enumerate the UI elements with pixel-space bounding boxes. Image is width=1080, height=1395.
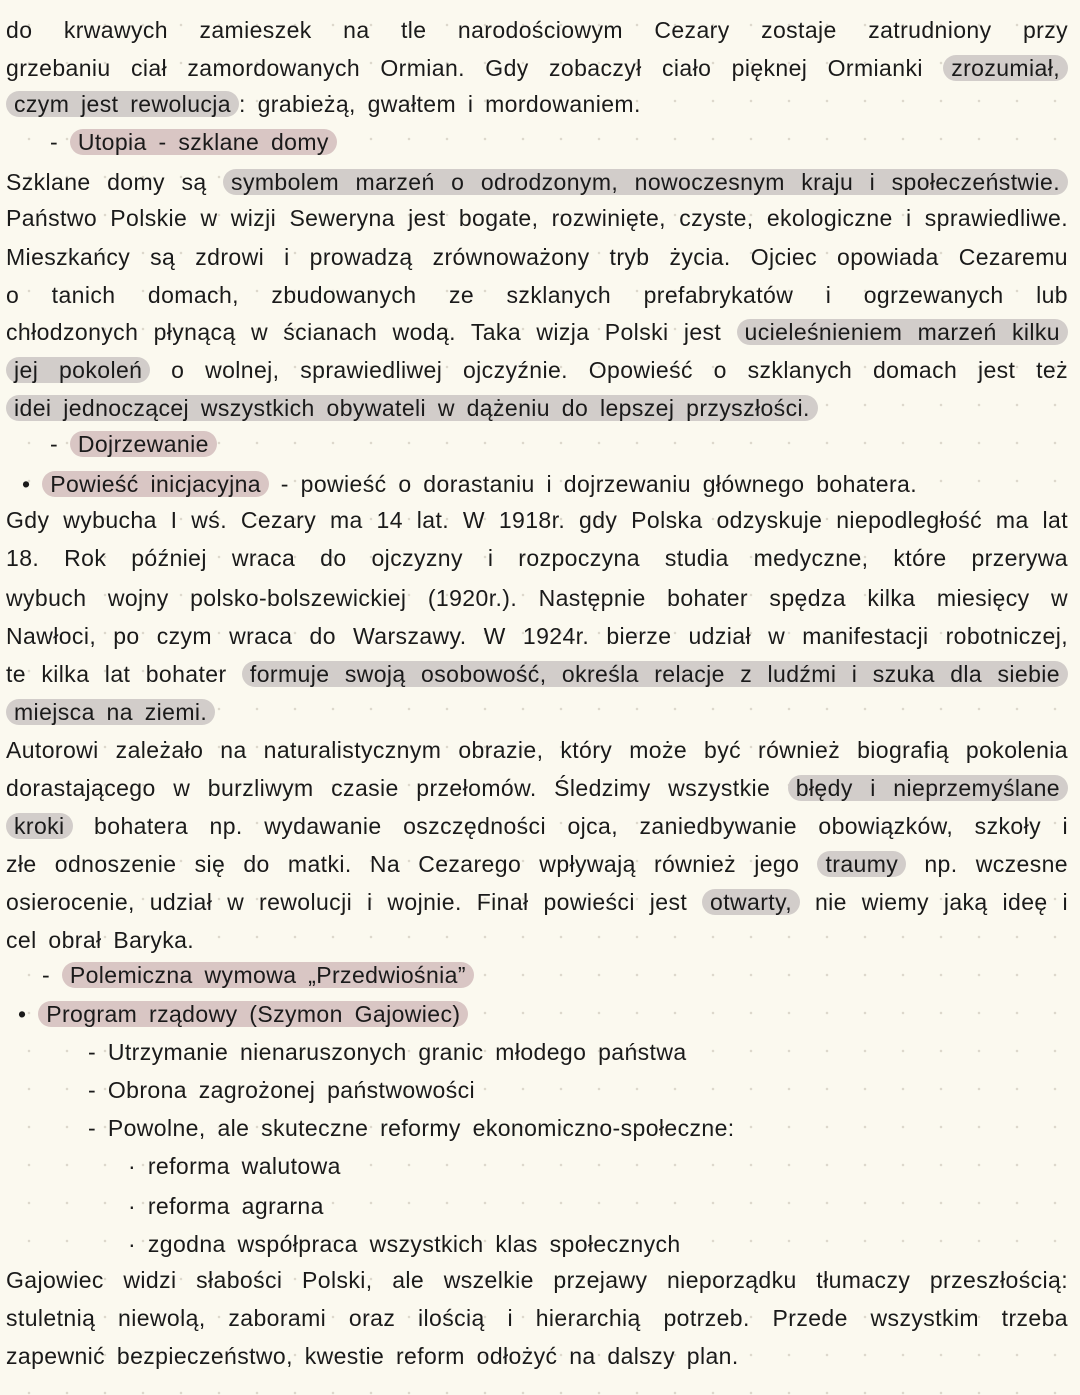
text-segment: te kilka lat bohater <box>6 661 242 687</box>
text-line <box>6 1262 1068 1298</box>
text-line <box>128 1148 1068 1184</box>
text-line <box>6 618 1068 654</box>
text-highlight: zrozumiał, <box>943 55 1068 81</box>
text-line <box>50 124 1068 160</box>
text-segment: złe odnoszenie się do matki. Na Cezarego wpływają również jego <box>6 851 818 877</box>
text-segment: Mieszkańcy są zdrowi i prowadzą zrównoważony tryb życia. Ojciec opowiada Cezaremu <box>6 244 1068 270</box>
text-segment: nie wiemy jaką ideę i <box>800 889 1068 915</box>
heading-highlight: Program rządowy (Szymon Gajowiec) <box>38 1001 468 1027</box>
text-line <box>6 390 1068 426</box>
text-segment: o wolnej, sprawiedliwej ojczyźnie. Opowieść o szklanych domach jest też <box>150 357 1068 383</box>
text-segment: chłodzonych płynącą w ścianach wodą. Taka wizja Polski jest <box>6 319 737 345</box>
text-line <box>6 1338 1068 1374</box>
text-segment: Szklane domy są <box>6 169 224 195</box>
text-line <box>6 164 1068 200</box>
text-highlight: miejsca na ziemi. <box>6 699 215 725</box>
text-highlight: jej pokoleń <box>6 357 150 383</box>
text-highlight: otwarty, <box>702 889 800 915</box>
text-highlight: kroki <box>6 813 73 839</box>
text-segment: : grabieżą, gwałtem i mordowaniem. <box>239 91 641 117</box>
text-highlight: ucieleśnieniem marzeń kilku <box>737 319 1068 345</box>
text-segment: · reforma agrarna <box>128 1193 324 1219</box>
text-line <box>6 12 1068 48</box>
heading-highlight: Polemiczna wymowa „Przedwiośnia” <box>62 962 474 988</box>
text-segment: zapewnić bezpieczeństwo, kwestie reform odłożyć na dalszy plan. <box>6 1343 739 1369</box>
text-segment: - Obrona zagrożonej państwowości <box>88 1077 476 1103</box>
text-segment: · reforma walutowa <box>128 1153 341 1179</box>
text-segment: · zgodna współpraca wszystkich klas społecznych <box>128 1231 681 1257</box>
text-line <box>6 352 1068 388</box>
text-segment: np. wczesne <box>906 851 1068 877</box>
heading-highlight: Powieść inicjacyjna <box>42 471 269 497</box>
text-segment: dorastającego w burzliwym czasie przełomów. Śledzimy wszystkie <box>6 775 788 801</box>
text-segment: 18. Rok później wraca do ojczyzny i rozpoczyna studia medyczne, które przerywa <box>6 545 1068 571</box>
text-highlight: błędy i nieprzemyślane <box>788 775 1068 801</box>
text-segment: - <box>42 962 62 988</box>
text-line <box>6 277 1068 313</box>
text-highlight: formuje swoją osobowość, określa relacje z ludźmi i szuka dla siebie <box>242 661 1068 687</box>
text-line <box>6 50 1068 86</box>
text-segment: - Powolne, ale skuteczne reformy ekonomiczno-społeczne: <box>88 1115 735 1141</box>
text-line <box>128 1188 1068 1224</box>
text-line <box>6 884 1068 920</box>
text-highlight: symbolem marzeń o odrodzonym, nowoczesnym kraju i społeczeństwie. <box>223 169 1068 195</box>
text-line <box>88 1072 1068 1108</box>
text-line <box>6 580 1068 616</box>
text-segment: Autorowi zależało na naturalistycznym obrazie, który może być również biografią pokolenia <box>6 737 1068 763</box>
text-segment: wybuch wojny polsko-bolszewickiej (1920r.). Następnie bohater spędza kilka miesięcy w <box>6 585 1068 611</box>
text-line <box>42 957 1068 993</box>
text-segment: osierocenie, udział w rewolucji i wojnie. Finał powieści jest <box>6 889 703 915</box>
text-segment: grzebaniu ciał zamordowanych Ormian. Gdy zobaczył ciało pięknej Ormianki <box>6 55 944 81</box>
text-line <box>88 1110 1068 1146</box>
text-segment: - <box>50 129 70 155</box>
text-segment: o tanich domach, zbudowanych ze szklanych prefabrykatów i ogrzewanych lub <box>6 282 1068 308</box>
heading-highlight: Dojrzewanie <box>70 431 217 457</box>
text-highlight: idei jednoczącej wszystkich obywateli w dążeniu do lepszej przyszłości. <box>6 395 818 421</box>
text-line <box>6 808 1068 844</box>
text-segment: - <box>50 431 70 457</box>
text-line <box>6 846 1068 882</box>
text-segment: Nawłoci, po czym wraca do Warszawy. W 1924r. bierze udział w manifestacji robotniczej, <box>6 623 1068 649</box>
text-segment: do krwawych zamieszek na tle narodościowym Cezary zostaje zatrudniony przy <box>6 17 1068 43</box>
text-line <box>6 694 1068 730</box>
text-segment: Gdy wybucha I wś. Cezary ma 14 lat. W 1918r. gdy Polska odzyskuje niepodległość ma lat <box>6 507 1068 533</box>
text-segment: • <box>18 1001 39 1027</box>
text-line <box>6 540 1068 576</box>
text-segment: Państwo Polskie w wizji Seweryna jest bogate, rozwinięte, czyste, ekologiczne i sprawiedliwe. <box>6 205 1068 231</box>
text-line <box>6 502 1068 538</box>
text-line <box>128 1226 1068 1262</box>
text-line <box>6 239 1068 275</box>
heading-highlight: Utopia - szklane domy <box>70 129 337 155</box>
text-segment: - powieść o dorastaniu i dojrzewaniu głównego bohatera. <box>269 471 917 497</box>
text-line <box>88 1034 1068 1070</box>
text-line <box>6 86 1068 122</box>
text-line <box>6 922 1068 958</box>
text-segment: - Utrzymanie nienaruszonych granic młodego państwa <box>88 1039 687 1065</box>
text-segment: Gajowiec widzi słabości Polski, ale wszelkie przejawy nieporządku tłumaczy przeszłością: <box>6 1267 1068 1293</box>
text-highlight: traumy <box>817 851 906 877</box>
text-highlight: czym jest rewolucja <box>6 91 239 117</box>
text-segment: cel obrał Baryka. <box>6 927 195 953</box>
text-segment: bohatera np. wydawanie oszczędności ojca, zaniedbywanie obowiązków, szkoły i <box>72 813 1068 839</box>
text-line <box>22 466 1068 502</box>
text-line <box>6 770 1068 806</box>
text-line <box>6 732 1068 768</box>
text-line <box>18 996 1068 1032</box>
text-line <box>6 656 1068 692</box>
text-line <box>6 1300 1068 1336</box>
text-line <box>6 314 1068 350</box>
text-line <box>6 200 1068 236</box>
text-segment: • <box>22 471 43 497</box>
text-line <box>50 426 1068 462</box>
text-segment: stuletnią niewolą, zaborami oraz ilością i hierarchią potrzeb. Przede wszystkim trzeba <box>6 1305 1068 1331</box>
